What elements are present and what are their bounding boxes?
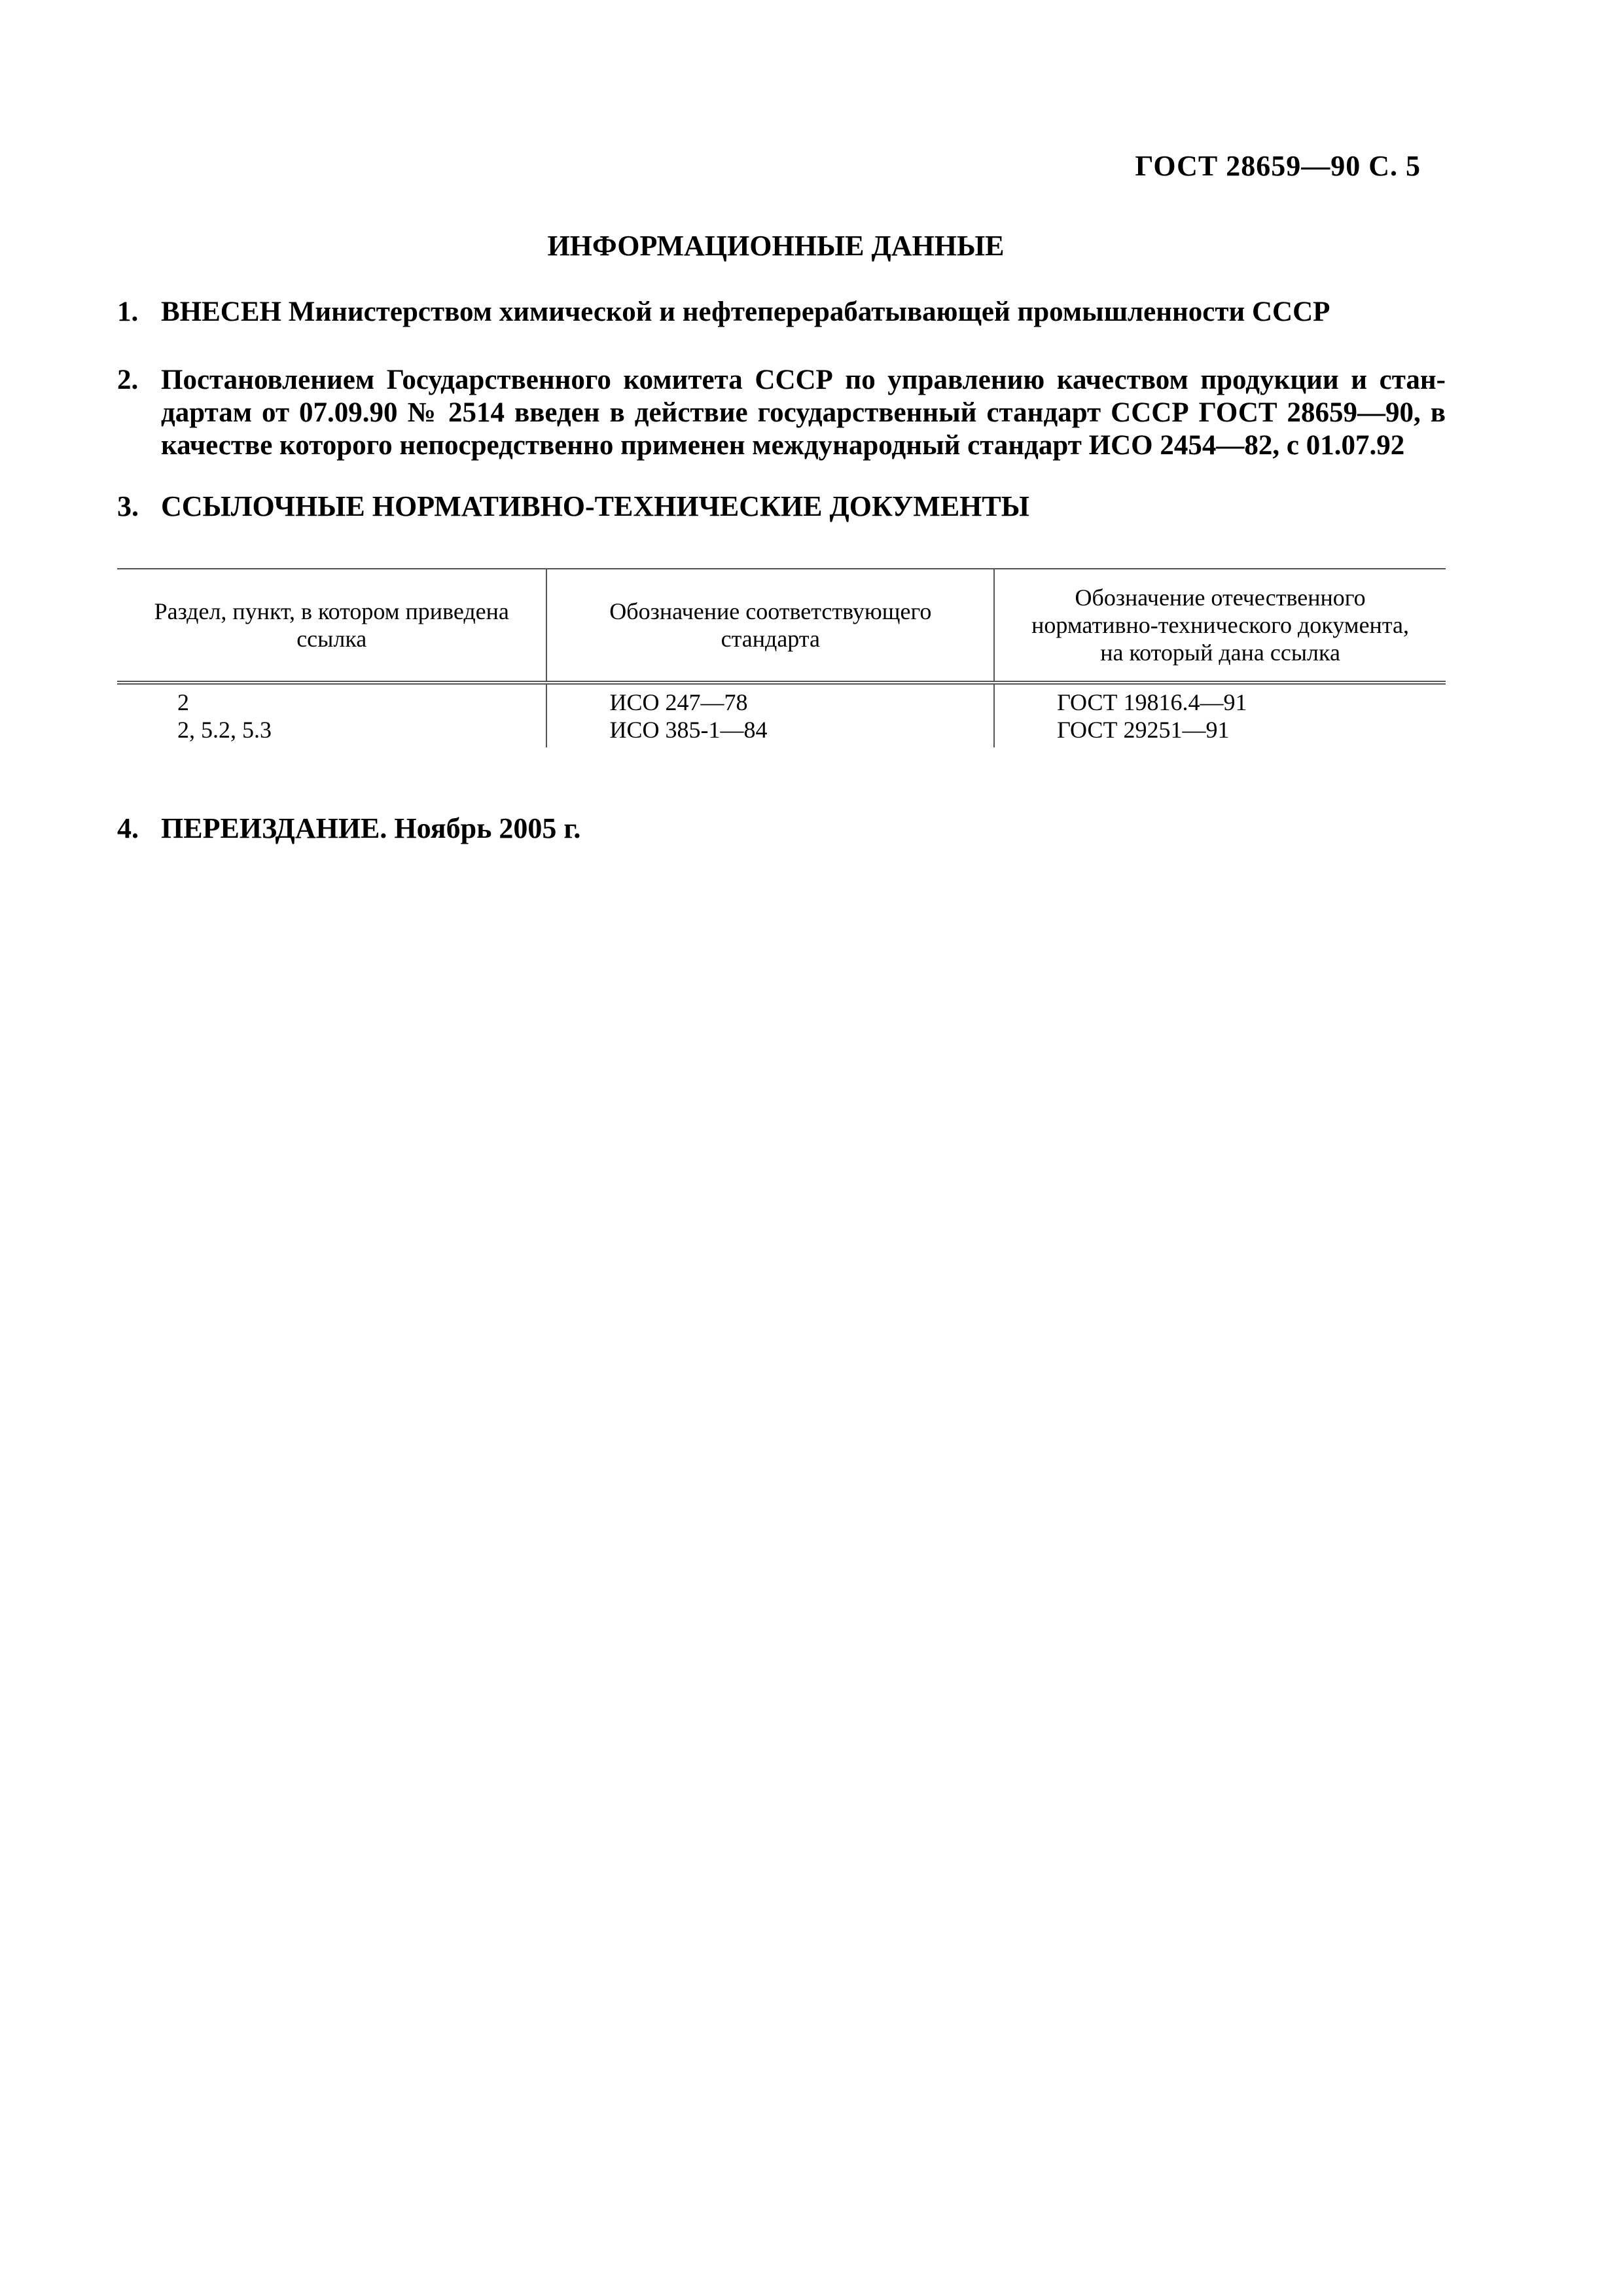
table-cell: 2 <box>117 683 546 716</box>
column-header: Раздел, пункт, в котором приведена ссылка <box>117 569 546 683</box>
table-row <box>117 683 1446 716</box>
item-3 <box>117 490 1029 523</box>
table-cell: ИСО 385-1—84 <box>546 716 994 747</box>
page-header: ГОСТ 28659—90 С. 5 <box>1135 150 1421 182</box>
item-1 <box>117 296 1446 329</box>
item-text-line: Постановлением Государственного комитета СССР по управлению качеством продукции и стан- <box>161 365 1446 395</box>
item-number: 1. <box>117 296 139 327</box>
item-text-line: дартам от 07.09.90 № 2514 введен в действие государственный стандарт СССР ГОСТ 28659—90, в <box>161 397 1446 428</box>
item-text-line: качестве которого непосредственно применен международный стандарт ИСО 2454—82, с 01.07.92 <box>161 430 1405 461</box>
item-text: ПЕРЕИЗДАНИЕ. Ноябрь 2005 г. <box>161 812 581 844</box>
item-number: 4. <box>117 812 139 844</box>
table-cell: ИСО 247—78 <box>546 683 994 716</box>
reference-table <box>117 568 1446 747</box>
table-row <box>117 716 1446 747</box>
column-header: Обозначение отечественного нормативно-технического документа, на который дана ссылка <box>994 569 1446 683</box>
table-cell: ГОСТ 29251—91 <box>1057 717 1230 743</box>
table-cell: ГОСТ 19816.4—91 <box>1057 689 1247 715</box>
item-4 <box>117 812 580 845</box>
column-header: Обозначение соответствующего стандарта <box>546 569 994 683</box>
item-number: 2. <box>117 365 139 395</box>
document-title: ИНФОРМАЦИОННЫЕ ДАННЫЕ <box>547 230 1005 262</box>
section-heading: ССЫЛОЧНЫЕ НОРМАТИВНО-ТЕХНИЧЕСКИЕ ДОКУМЕНТЫ <box>161 490 1029 522</box>
table-cell: 2, 5.2, 5.3 <box>117 716 546 747</box>
item-2 <box>117 364 1446 462</box>
item-text: ВНЕСЕН Министерством химической и нефтеперерабатывающей промышленности СССР <box>161 296 1330 327</box>
item-number: 3. <box>117 490 139 522</box>
table-header-row <box>117 569 1446 683</box>
